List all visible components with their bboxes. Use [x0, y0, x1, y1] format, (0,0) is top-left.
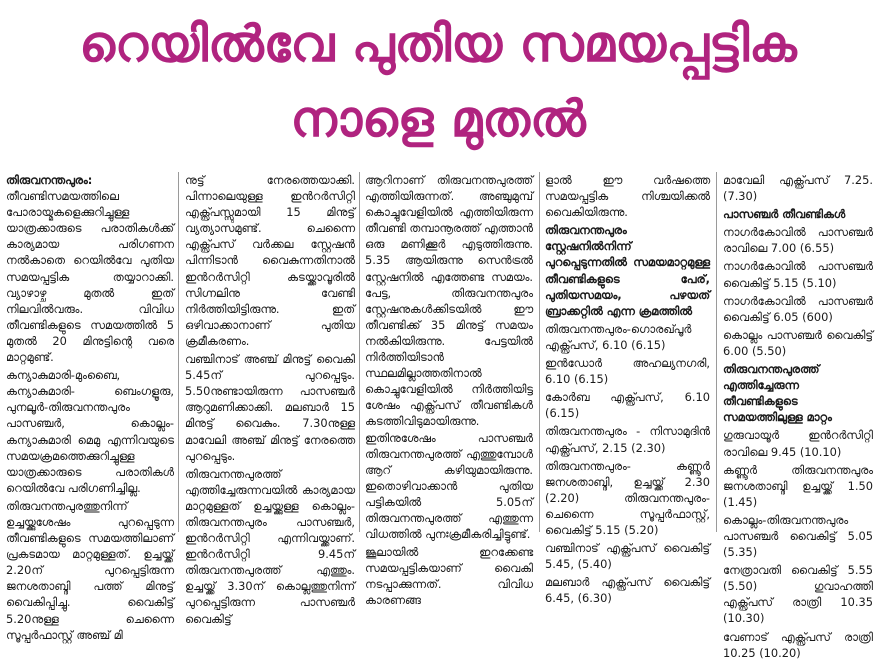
article-column-5	[723, 172, 873, 660]
paragraph-text: കോർബ എക്സ്പ്രസ്, 6.10 (6.15)	[545, 390, 710, 421]
article-paragraph	[545, 574, 710, 606]
article-paragraph	[723, 512, 873, 560]
headline-line-2: നാളെ മുതൽ	[290, 90, 586, 148]
article-paragraph	[545, 389, 710, 421]
paragraph-text: നുട്ട് നേരത്തെയാക്കി. പിന്നാലെയുള്ള ഇൻറർസിറ്റി എക്സ്പ്രസ്സുമായി 15 മിനുട്ട് വ്യത്യാസമുണ്ട്. ചെന്നൈ എക്സ്പ്രസ് വർക്കല സ്റ്റേഷൻ പിന്നിടാൻ വൈകുന്നതിനാൽ ഇൻറർസിറ്റി കടയ്ക്കാവൂരിൽ സിഗ്നലിനു വേണ്ടി നിർത്തിയിട്ടിരുന്നു. ഇത് ഒഴിവാക്കാനാണ് പുതിയ ക്രമീകരണം.	[185, 173, 355, 348]
paragraph-text: കന്യാകുമാരി-മുംബൈ, കന്യാകുമാരി- ബെംഗളൂരു, പുനലൂർ-തിരുവനന്തപുരം പാസഞ്ചർ, കൊല്ലം-കന്യാകുമാരി മെമു എന്നിവയുടെ സമയക്രമത്തെക്കുറിച്ചുള്ള യാത്രക്കാരുടെ പരാതികൾ റെയിൽവേ പരിഗണിച്ചില്ല.	[6, 368, 174, 495]
column-divider	[359, 172, 360, 532]
article-paragraph	[723, 427, 873, 459]
paragraph-text: തിരുവനന്തപുരം - നിസാമുദിൻ എക്സ്പ്രസ്, 2.15 (2.30)	[545, 424, 710, 455]
paragraph-text: മാവേലി എക്സ്പ്രസ് 7.25. (7.30)	[723, 173, 873, 204]
article-paragraph	[545, 458, 710, 538]
paragraph-text: ആറിനാണ് തിരുവനന്തപുരത്ത് എത്തിയിരുന്നത്. അഞ്ചുമുമ്പ് കൊച്ചുവേളിയിൽ എത്തിയിരുന്ന തീവണ്ടി തമ്പാനൂരത്ത് എത്താൻ ഒരു മണിക്കൂർ എടുത്തിരുന്നു. 5.35 ആയിരുന്നു സെൻട്രൽ സ്റ്റേഷനിൽ എത്തേണ്ട സമയം. പേട്ട, തിരുവനന്തപുരം സ്റ്റേഷനുകൾക്കിടയിൽ ഈ തീവണ്ടിക്ക് 35 മിനുട്ട് സമയം നൽകിയിരുന്നു. പേട്ടയിൽ നിർത്തിയിടാൻ സ്ഥലമില്ലാത്തതിനാൽ കൊച്ചുവേളിയിൽ നിർത്തിയിട്ട ശേഷം എക്സ്പ്രസ് തീവണ്ടികൾ കടത്തിവിടുമായിരുന്നു. ഇതിനുശേഷം പാസഞ്ചർ തിരുവനന്തപുരത്ത് എത്തുമ്പോൾ ആറ് കഴിയുമായിരുന്നു. ഇതൊഴിവാക്കാൻ പുതിയ പട്ടികയിൽ 5.05ന് തിരുവനന്തപുരത്ത് എത്തുന്ന വിധത്തിൽ പുനഃക്രമീകരിച്ചിട്ടുണ്ട്.	[365, 173, 533, 542]
article-paragraph	[723, 172, 873, 204]
paragraph-text: ജൂലായിൽ ഇറക്കേണ്ട സമയപ്പട്ടികയാണ് വൈകി നടപ്പാക്കുന്നത്. വിവിധ കാരണങ്ങ	[365, 545, 533, 608]
article-column-1	[6, 172, 174, 642]
article-paragraph	[185, 351, 355, 464]
paragraph-lead: തിരുവനന്തപുരം സ്റ്റേഷനിൽനിന്ന് പുറപ്പെടുന്നതിൽ സമയമാറ്റമുള്ള തീവണ്ടികളുടെ പേര്, പുതിയസമയം, പഴയത് ബ്രാക്കറ്റിൽ എന്ന ക്രമത്തിൽ	[545, 223, 710, 318]
article-paragraph	[545, 222, 710, 319]
article-paragraph	[723, 206, 873, 222]
paragraph-text: വഞ്ചിനാട് അഞ്ച് മിനുട്ട് വൈകി 5.45ന് പുറപ്പെടും. 5.50നുണ്ടായിരുന്ന പാസഞ്ചർ ആറുമണിക്കാക്കി. മലബാർ 15 മിനുട്ട് വൈകും. 7.30നുള്ള മാവേലി അഞ്ച് മിനുട്ട് നേരത്തെ പുറപ്പെടും.	[185, 352, 355, 463]
article-column-3	[365, 172, 533, 608]
paragraph-text: ഇൻഡോർ അഹല്യനഗരി, 6.10 (6.15)	[545, 356, 710, 387]
paragraph-text: കൊല്ലം പാസഞ്ചർ വൈകിട്ട് 6.00 (5.50)	[723, 327, 873, 358]
paragraph-spacer	[6, 643, 174, 645]
article-paragraph	[365, 172, 533, 542]
article-paragraph	[6, 172, 174, 365]
article-paragraph	[545, 172, 710, 220]
paragraph-spacer	[185, 627, 355, 629]
paragraph-text: നാഗർകോവിൽ പാസഞ്ചർ വൈകിട്ട് 5.15 (5.10)	[723, 259, 873, 290]
article-paragraph	[6, 367, 174, 496]
article-paragraph	[6, 498, 174, 643]
paragraph-text: വഞ്ചിനാട് എക്സ്പ്രസ് വൈകിട്ട് 5.45, (5.40)	[545, 541, 710, 572]
article-column-4	[545, 172, 710, 606]
paragraph-lead: തിരുവനന്തപുരം:	[6, 173, 93, 187]
article-paragraph	[723, 327, 873, 359]
article-paragraph	[185, 466, 355, 627]
article-paragraph	[545, 423, 710, 455]
paragraph-lead: പാസഞ്ചർ തീവണ്ടികൾ	[723, 207, 846, 222]
headline	[0, 0, 876, 160]
paragraph-text: വേണാട് എക്സ്പ്രസ് രാത്രി 10.25 (10.20)	[723, 629, 873, 660]
article-paragraph	[723, 258, 873, 290]
article-paragraph	[365, 544, 533, 608]
article-body	[2, 172, 874, 660]
paragraph-spacer	[545, 606, 710, 608]
article-paragraph	[723, 361, 873, 425]
article-paragraph	[545, 355, 710, 387]
headline-line-1: റെയിൽവേ പുതിയ സമയപ്പട്ടിക	[79, 15, 797, 73]
paragraph-text: ളാൽ ഈ വർഷത്തെ സമയപ്പട്ടിക നിശ്ചയിക്കൽ വൈകിയിരുന്നു.	[545, 173, 710, 220]
paragraph-text: കൊല്ലം-തിരുവനന്തപുരം പാസഞ്ചർ വൈകിട്ട് 5.05 (5.35)	[723, 512, 873, 560]
article-paragraph	[723, 462, 873, 510]
article-paragraph	[723, 224, 873, 256]
paragraph-text: തിരുവനന്തപുരത്ത് എത്തിച്ചേരുന്നവയിൽ കാര്യമായ മാറ്റമുള്ളത് ഉച്ചയ്ക്കുള്ള കൊല്ലം-തിരുവനന്തപുരം പാസഞ്ചർ, ഇൻറർസിറ്റി എന്നിവയ്ക്കാണ്. ഇൻറർസിറ്റി 9.45ന് തിരുവനന്തപുരത്ത് എത്തും. ഉച്ചയ്ക്ക് 3.30ന് കൊല്ലത്തുനിന്ന് പുറപ്പെട്ടിരുന്ന പാസഞ്ചർ വൈകിട്ട്	[185, 466, 355, 626]
article-paragraph	[185, 172, 355, 349]
paragraph-text: നാഗർകോവിൽ പാസഞ്ചർ രാവിലെ 7.00 (6.55)	[723, 225, 873, 256]
column-divider	[716, 172, 717, 532]
article-paragraph	[545, 321, 710, 353]
paragraph-text: തിരുവനന്തപുരത്തുനിന്ന് ഉച്ചയ്ക്കുശേഷം പുറപ്പെടുന്ന തീവണ്ടികളുടെ സമയത്തിലാണ് പ്രകടമായ മാറ്റമുള്ളത്. ഉച്ചയ്ക്ക് 2.20ന് പുറപ്പെട്ടിരുന്ന ജനശതാബ്ദി പത്ത് മിനുട്ട് വൈകിപ്പിച്ചു. വൈകിട്ട് 5.20നുള്ള ചെന്നൈ സൂപ്പർഫാസ്റ്റ് അഞ്ച് മി	[6, 498, 174, 642]
column-divider	[539, 172, 540, 532]
paragraph-text: തിരുവനന്തപുരം- കണ്ണൂർ ജനശതാബ്ദി, ഉച്ചയ്ക്ക് 2.30 (2.20) തിരുവനന്തപുരം- ചെന്നൈ സൂപ്പർഫാസ്റ്റ്, വൈകിട്ട് 5.15 (5.20)	[545, 458, 710, 537]
paragraph-text: കണ്ണൂർ തിരുവനന്തപുരം ജനശതാബ്ദി ഉച്ചയ്ക്ക് 1.50 (1.45)	[723, 462, 873, 509]
column-divider	[178, 172, 179, 532]
paragraph-text: തീവണ്ടിസമയത്തിലെ പോരായ്മകളെക്കുറിച്ചുള്ള യാത്രക്കാരുടെ പരാതികൾക്ക് കാര്യമായ പരിഗണന നൽകാതെ റെയിൽവേ പുതിയ സമയപ്പട്ടിക തയ്യാറാക്കി. വ്യാഴാഴ്ച മുതൽ ഇത് നിലവിൽവരും. വിവിധ തീവണ്ടികളുടെ സമയത്തിൽ 5 മുതൽ 20 മിനുട്ടിന്റെ വരെ മാറ്റമുണ്ട്.	[6, 189, 174, 365]
paragraph-spacer	[723, 661, 873, 663]
article-paragraph	[723, 293, 873, 325]
paragraph-text: ഗുരുവായൂർ ഇൻറർസിറ്റി രാവിലെ 9.45 (10.10)	[723, 428, 873, 459]
paragraph-text: നാഗർകോവിൽ പാസഞ്ചർ വൈകിട്ട് 6.05 (600)	[723, 293, 873, 324]
article-paragraph	[723, 629, 873, 661]
article-paragraph	[723, 562, 873, 626]
paragraph-text: നേത്രാവതി വൈകിട്ട് 5.55 (5.50) ഗുവാഹത്തി എക്സ്പ്രസ് രാത്രി 10.35 (10.30)	[723, 563, 873, 626]
article-column-2	[185, 172, 355, 626]
article-paragraph	[545, 540, 710, 572]
paragraph-spacer	[365, 609, 533, 611]
paragraph-text: മലബാർ എക്സ്പ്രസ് വൈകിട്ട് 6.45, (6.30)	[545, 575, 710, 606]
paragraph-text: തിരുവനന്തപുരം-ഗൊരഖ്പൂർ എക്സ്പ്രസ്, 6.10 (6.15)	[545, 321, 692, 352]
paragraph-lead: തിരുവനന്തപുരത്ത് എത്തിച്ചേരുന്ന തീവണ്ടികളുടെ സമയത്തിലുള്ള മാറ്റം	[723, 362, 832, 425]
